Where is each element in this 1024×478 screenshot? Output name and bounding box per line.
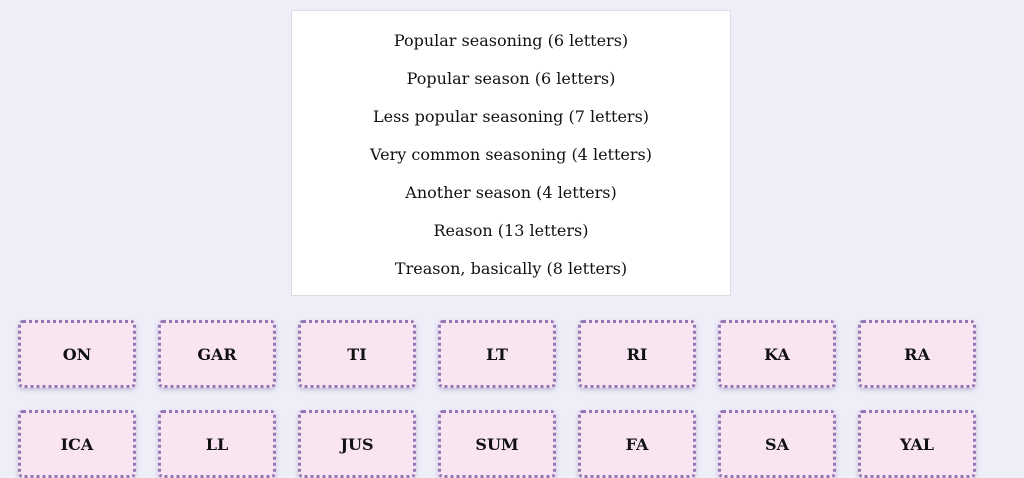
clue-4: Very common seasoning (4 letters) [370, 145, 652, 164]
tile-sum[interactable]: SUM [438, 410, 556, 478]
tile-on[interactable]: ON [18, 320, 136, 388]
tile-ka[interactable]: KA [718, 320, 836, 388]
clue-1: Popular seasoning (6 letters) [393, 31, 629, 50]
tile-grid [18, 320, 1018, 478]
clue-7: Treason, basically (8 letters) [394, 259, 628, 278]
tile-jus[interactable]: JUS [298, 410, 416, 478]
tile-lt[interactable]: LT [438, 320, 556, 388]
clue-6: Reason (13 letters) [433, 221, 589, 240]
clue-5: Another season (4 letters) [405, 183, 617, 202]
tile-yal[interactable]: YAL [858, 410, 976, 478]
tile-ri[interactable]: RI [578, 320, 696, 388]
clue-3: Less popular seasoning (7 letters) [372, 107, 650, 126]
clue-panel [291, 10, 731, 296]
tile-gar[interactable]: GAR [158, 320, 276, 388]
tile-fa[interactable]: FA [578, 410, 696, 478]
clue-2: Popular season (6 letters) [406, 69, 616, 88]
tile-sa[interactable]: SA [718, 410, 836, 478]
tile-ica[interactable]: ICA [18, 410, 136, 478]
tile-ll[interactable]: LL [158, 410, 276, 478]
tile-ra[interactable]: RA [858, 320, 976, 388]
tile-ti[interactable]: TI [298, 320, 416, 388]
